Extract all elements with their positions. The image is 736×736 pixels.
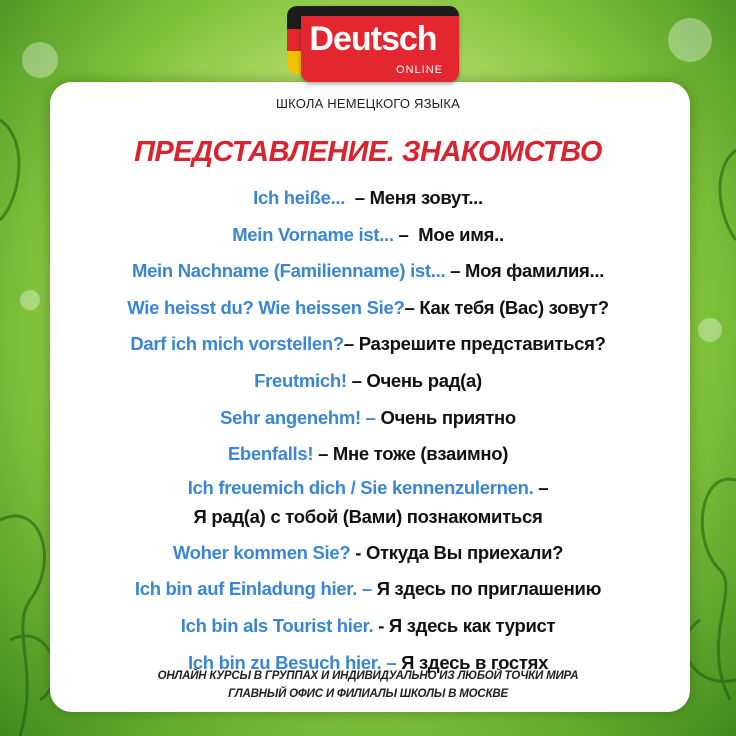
phrase-row: Mein Vorname ist... – Мое имя..: [232, 223, 504, 245]
phrase-row: Ich heiße... – Меня зовут...: [253, 187, 483, 208]
german-phrase: Ich bin als Tourist hier.: [180, 614, 374, 636]
russian-phrase: Очень приятно: [380, 406, 516, 428]
german-phrase: Woher kommen Sie?: [172, 541, 351, 563]
russian-phrase: Очень рад(а): [366, 369, 482, 391]
german-phrase: Ich freuemich dich / Sie kennenzulernen.: [187, 476, 534, 498]
german-phrase: Sehr angenehm! –: [220, 406, 376, 428]
phrase-row: Woher kommen Sie? - Откуда Вы приехали?: [172, 541, 564, 563]
school-name: ШКОЛА НЕМЕЦКОГО ЯЗЫКА: [275, 96, 461, 111]
german-phrase: Freutmich!: [254, 369, 347, 391]
russian-phrase: Я здесь как турист: [388, 614, 556, 636]
footer-line-courses: ОНЛАЙН КУРСЫ В ГРУППАХ И ИНДИВИДУАЛЬНО ИЗ ЛЮБОЙ ТОЧКИ МИРА: [157, 670, 579, 682]
phrase-row: Ebenfalls! – Мне тоже (взаимно): [227, 443, 509, 465]
russian-phrase: Я здесь в гостях: [401, 651, 549, 673]
logo-name: Deutsch: [309, 20, 437, 58]
russian-phrase: Мое имя..: [418, 223, 504, 245]
russian-phrase: Я рад(а) с тобой (Вами) познакомиться: [193, 505, 543, 527]
phrase-row: [0, 400, 736, 437]
russian-phrase: Моя фамилия...: [464, 260, 605, 282]
russian-phrase: Откуда Вы приехали?: [365, 541, 564, 563]
russian-phrase: Меня зовут...: [369, 187, 483, 208]
german-phrase: Ich bin auf Einladung hier. –: [134, 578, 372, 600]
phrase-row: Ich freuemich dich / Sie kennenzulernen. – Я рад(а) с тобой (Вами) познакомиться: [187, 476, 549, 527]
german-phrase: Darf ich mich vorstellen?: [130, 333, 344, 355]
logo: [287, 6, 459, 86]
german-phrase: Mein Nachname (Familienname) ist...: [131, 260, 446, 282]
german-phrase: Wie heisst du? Wie heissen Sie?: [127, 296, 405, 318]
footer: [0, 667, 736, 703]
german-phrase: Ebenfalls!: [227, 443, 314, 465]
phrase-list: [0, 180, 736, 681]
phrase-row: Darf ich mich vorstellen?– Разрешите представиться?: [130, 333, 606, 355]
phrase-row: Wie heisst du? Wie heissen Sie?– Как тебя (Вас) зовут?: [127, 296, 609, 318]
footer-line-office: ГЛАВНЫЙ ОФИС И ФИЛИАЛЫ ШКОЛЫ В МОСКВЕ: [228, 688, 508, 700]
phrase-row: Ich bin als Tourist hier. - Я здесь как турист: [180, 614, 556, 636]
german-phrase: Mein Vorname ist...: [232, 223, 394, 245]
phrase-row: Mein Nachname (Familienname) ist... – Моя фамилия...: [131, 260, 605, 282]
german-phrase: Ich heiße...: [253, 187, 346, 208]
russian-phrase: Я здесь по приглашению: [376, 578, 602, 600]
russian-phrase: Мне тоже (взаимно): [332, 443, 509, 465]
russian-phrase: Как тебя (Вас) зовут?: [419, 296, 609, 318]
phrase-row: [0, 571, 736, 608]
russian-phrase: Разрешите представиться?: [358, 333, 606, 355]
page-title: ПРЕДСТАВЛЕНИЕ. ЗНАКОМСТВО: [134, 136, 602, 168]
german-phrase: Ich bin zu Besuch hier. –: [187, 651, 397, 673]
phrase-row: Freutmich! – Очень рад(а): [254, 369, 482, 391]
logo-subtitle: ONLINE: [396, 64, 443, 76]
